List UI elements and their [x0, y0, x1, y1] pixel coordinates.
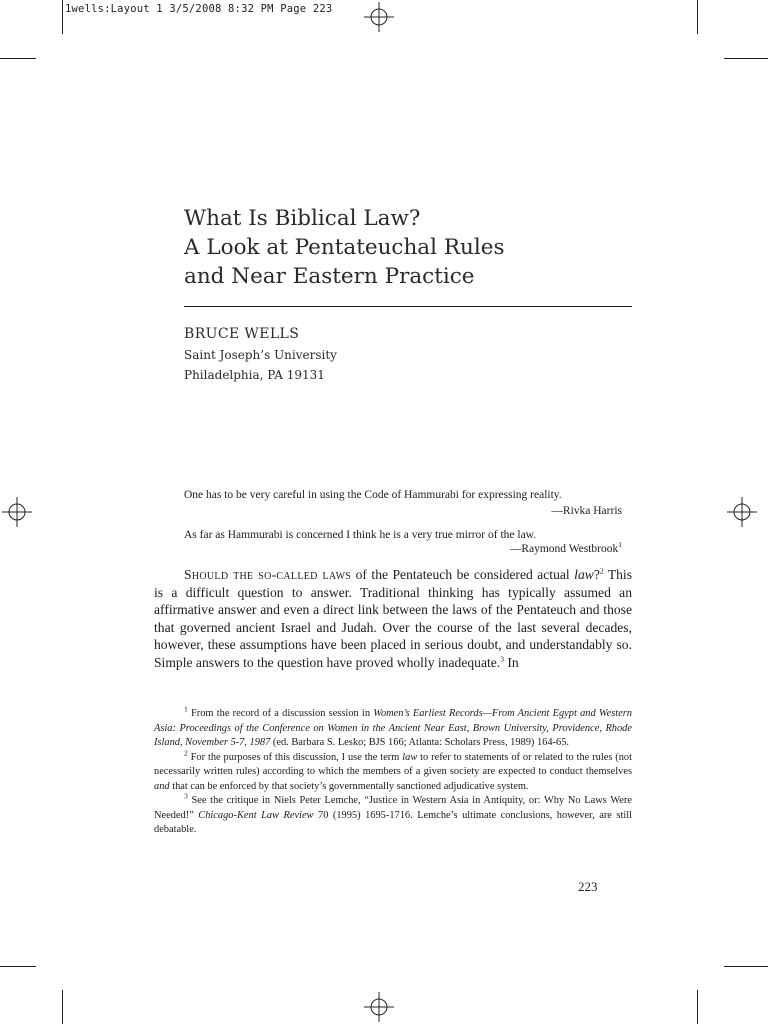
- title-line-3: and Near Eastern Practice: [184, 264, 475, 289]
- body-text: [154, 566, 632, 671]
- epigraph-1-attribution: —Rivka Harris: [551, 505, 622, 517]
- epigraph-2-quote: As far as Hammurabi is concerned I think he is a very true mirror of the law.: [184, 529, 537, 541]
- registration-mark-top: [364, 2, 394, 32]
- title-line-1: What Is Biblical Law?: [184, 206, 421, 231]
- footnote-1: $^1$ From the record of a discussion session in Women’s Earliest Records—From Ancient Egypt and Western Asia: Proceedings of the Conference on Women in the Ancient Near East, Brown University, Providence, Rhode Island, November 5-7, 1987 (ed. Barbara S. Lesko; BJS 166; Atlanta: Scholars Press, 1989) 164-65.: [154, 704, 632, 748]
- footnotes: [154, 704, 632, 838]
- registration-mark-right: [727, 497, 757, 527]
- opening-small-caps: Should the so-called laws: [184, 567, 352, 582]
- footnote-ref-2[interactable]: 2: [599, 566, 604, 576]
- footnote-2: $^2$ For the purposes of this discussion, I use the term law to refer to statements of or related to the rules (not necessarily written rules) according to which the members of a given society are expected to conduct themselves and that can be enforced by that society’s governmentally sanctioned adjudicative system.: [154, 748, 632, 792]
- author-location: Philadelphia, PA 19131: [184, 368, 325, 382]
- author-name: BRUCE WELLS: [184, 326, 300, 342]
- epigraph-1-quote: One has to be very careful in using the Code of Hammurabi for expressing reality.: [184, 489, 562, 501]
- registration-mark-bottom: [364, 992, 394, 1022]
- printer-slug-line: 1wells:Layout 1 3/5/2008 8:32 PM Page 223: [65, 3, 333, 15]
- body-paragraph: Should the so-called laws of the Pentateuch be considered actual law?$^2$ This is a difficult question to answer. Traditional thinking has typically assumed an affirmative answer and even a direct link between the laws of the Pentateuch and those that governed ancient Israel and Judah. Over the course of the last several decades, however, these assumptions have been placed in serious doubt, and understandably so. Simple answers to the question have proved wholly inadequate.$^3$ In: [154, 566, 632, 670]
- crop-mark-bottom-right-vertical: [697, 990, 698, 1024]
- article-title: [184, 204, 634, 291]
- crop-mark-bottom-left-vertical: [62, 990, 63, 1024]
- crop-mark-top-right-vertical: [697, 0, 698, 34]
- title-rule: [184, 306, 632, 307]
- page-number: 223: [578, 879, 598, 894]
- crop-mark-bottom-right-horizontal: [724, 966, 768, 967]
- footnote-3: $^3$ See the critique in Niels Peter Lemche, “Justice in Western Asia in Antiquity, or: Why No Laws Were Needed!” Chicago-Kent Law Review 70 (1995) 1695-1716. Lemche’s ultimate conclusions, however, are still debatable.: [154, 791, 632, 835]
- footnote-ref-1[interactable]: 1: [618, 540, 622, 550]
- registration-mark-left: [2, 497, 32, 527]
- crop-mark-bottom-left-horizontal: [0, 966, 36, 967]
- title-line-2: A Look at Pentateuchal Rules: [184, 235, 505, 260]
- crop-mark-top-right-horizontal: [724, 58, 768, 59]
- crop-mark-top-left-vertical: [62, 0, 63, 34]
- crop-mark-top-left-horizontal: [0, 58, 36, 59]
- footnote-ref-3[interactable]: 3: [500, 653, 504, 663]
- author-institution: Saint Joseph’s University: [184, 348, 337, 362]
- epigraph-2-attribution: —Raymond Westbrook$^1$: [509, 540, 622, 555]
